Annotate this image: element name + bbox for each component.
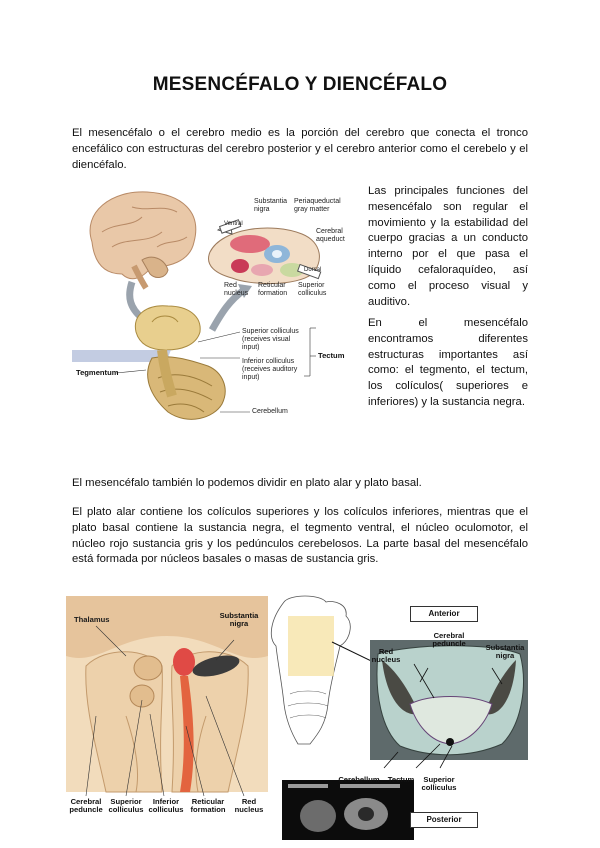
- label-superior-colliculus-3: Superior colliculus: [421, 775, 457, 793]
- label-tectum: Tectum: [318, 351, 345, 360]
- basal-plate-paragraph: El plato alar contiene los colículos superiores y los colículos inferiores, mientras que el plato basal contiene la sustancia negra, el tegmento ventral, el núcleo oculomotor, el núcleo rojo sustancia gris y los pedúnculos cerebelosos. La parte basal del mesencéfalo está formada por núcleos basales o masas de sustancia gris.: [72, 506, 528, 566]
- label-cerebral-peduncle-2: Cerebral peduncle: [69, 797, 103, 815]
- page-title: MESENCÉFALO Y DIENCÉFALO: [152, 74, 448, 95]
- label-red-nucleus: Red nucleus: [224, 282, 249, 297]
- label-cerebellum-3: Cerebellum: [338, 775, 380, 784]
- functions-paragraph: Las principales funciones del mesencéfalo son regular el movimiento y la estabilidad del cuerpo gracias a un conducto interno por el que pasa el líquido cefaloraquídeo, así como el proceso visual y auditivo.: [368, 185, 528, 308]
- label-red-nucleus-3: Red nucleus: [371, 647, 401, 665]
- label-cerebral-aqueduct: Cerebral aqueduct: [316, 228, 345, 243]
- label-periaqueductal: Periaqueductal gray matter: [294, 198, 341, 213]
- label-reticular-formation-2: Reticular formation: [190, 797, 226, 815]
- label-superior-colliculus-2: Superior colliculus: [108, 797, 144, 815]
- label-reticular-formation: Reticular formation: [258, 282, 288, 297]
- label-red-nucleus-2: Red nucleus: [234, 797, 264, 815]
- label-cerebellum: Cerebellum: [252, 408, 288, 415]
- label-dorsal: Dorsal: [304, 267, 322, 273]
- label-superior-colliculus: Superior colliculus: [298, 282, 327, 297]
- label-inferior-colliculus-note: Inferior colliculus (receives auditory input): [242, 358, 298, 381]
- structures-paragraph: En el mesencéfalo encontramos diferentes estructuras importantes así como: el tegmento, el tectum, los colículos( superiores e inferiores) y la sustancia negra.: [368, 317, 528, 408]
- intro-paragraph: El mesencéfalo o el cerebro medio es la porción del cerebro que conecta el tronco encefálico con estructuras del cerebro posterior y el cerebro anterior como el cerebelo y el diencéfalo.: [72, 127, 528, 171]
- alar-basal-paragraph: El mesencéfalo también lo podemos dividir en plato alar y plato basal.: [72, 477, 422, 489]
- label-superior-colliculus-note: Superior colliculus (receives visual input): [242, 328, 299, 351]
- brainstem-illustration: [66, 596, 268, 820]
- label-substantia-nigra: Substantia nigra: [254, 198, 288, 213]
- label-inferior-colliculus-2: Inferior colliculus: [148, 797, 184, 815]
- brainstem-figure: [66, 596, 268, 820]
- posterior-label-box: Posterior: [410, 812, 478, 828]
- label-substantia-nigra-2: Substantia nigra: [219, 611, 259, 629]
- label-tectum-3: Tectum: [387, 775, 415, 784]
- midbrain-section-illustration: [270, 594, 534, 840]
- label-thalamus: Thalamus: [74, 615, 110, 624]
- label-substantia-nigra-3: Substantia nigra: [485, 643, 525, 661]
- midbrain-figure: [72, 182, 356, 430]
- label-tegmentum: Tegmentum: [76, 368, 119, 377]
- label-ventral: Ventral: [224, 221, 243, 227]
- label-cerebral-peduncle-3: Cerebral peduncle: [432, 631, 466, 649]
- midbrain-illustration: [72, 182, 356, 430]
- anterior-label-box: Anterior: [410, 606, 478, 622]
- midbrain-section-figure: [270, 594, 534, 840]
